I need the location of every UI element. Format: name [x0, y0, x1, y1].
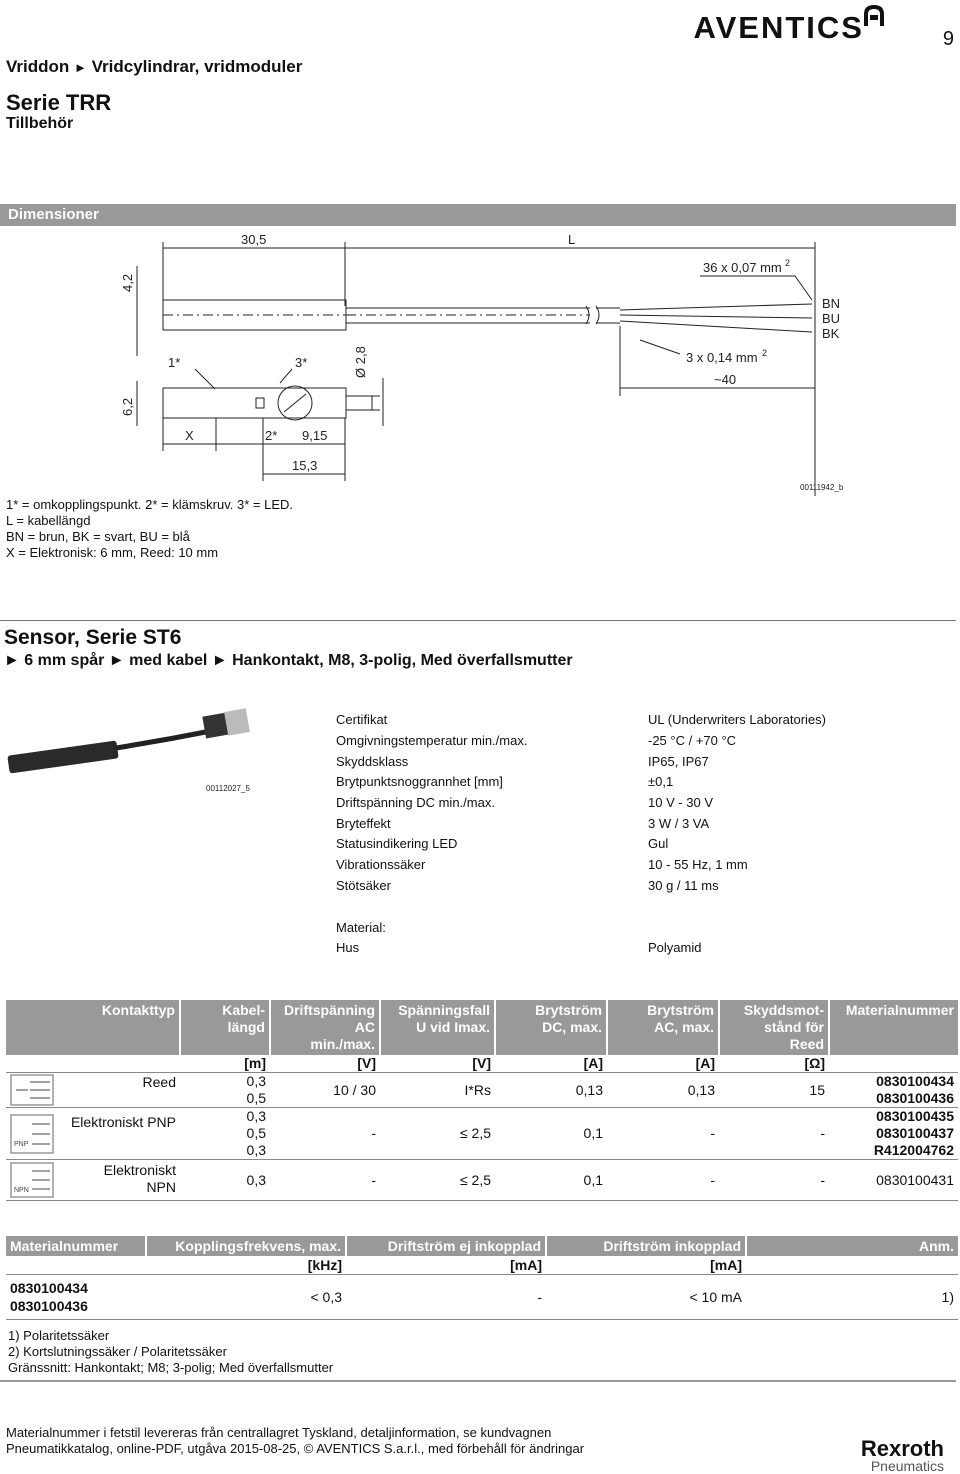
product-path	[4, 652, 573, 670]
path-item[interactable]: 6 mm spår	[24, 652, 105, 669]
cell: -	[719, 1160, 829, 1201]
col-header: Materialnummer	[829, 1000, 958, 1055]
cell: -	[270, 1160, 380, 1201]
spec-value: 10 V - 30 V	[648, 795, 714, 810]
unit: [A]	[495, 1055, 607, 1073]
cell: 0,3	[246, 1108, 266, 1124]
cell: 0,1	[495, 1108, 607, 1160]
breadcrumb	[6, 57, 302, 77]
cell: ≤ 2,5	[380, 1160, 495, 1201]
cell: < 10 mA	[546, 1275, 746, 1320]
unit: [m]	[180, 1055, 270, 1073]
dim-6-2: 6,2	[120, 397, 135, 416]
footer-line: Materialnummer i fetstil levereras från centrallagret Tyskland, detaljinformation, se kundvagnen	[6, 1425, 552, 1440]
col-header: Kopplingsfrekvens, max.	[146, 1236, 346, 1256]
arrow-icon: ►	[74, 60, 87, 75]
dim-L: L	[568, 232, 576, 247]
spec-label: Certifikat	[336, 712, 388, 727]
product-title: Sensor, Serie ST6	[4, 626, 182, 649]
col-header: Materialnummer	[6, 1236, 146, 1256]
aventics-logo-mark-icon	[862, 4, 886, 30]
aventics-logo: AVENTICS	[693, 10, 864, 45]
dim-40: ~40	[714, 372, 737, 387]
col-header: Driftström inkopplad	[546, 1236, 746, 1256]
spec-label: Bryteffekt	[336, 816, 391, 831]
path-item[interactable]: Hankontakt, M8, 3-polig, Med överfallsmutter	[232, 652, 573, 669]
spec-value: IP65, IP67	[648, 754, 709, 769]
spec-label: Skyddsklass	[336, 754, 409, 769]
page-title: Serie TRR	[6, 90, 112, 115]
part-number[interactable]: 0830100431	[829, 1160, 958, 1201]
table-row	[6, 1160, 958, 1201]
unit: [V]	[270, 1055, 380, 1073]
col-header: Anm.	[746, 1236, 958, 1256]
spec-value: UL (Underwriters Laboratories)	[648, 712, 826, 727]
note-line: L = kabellängd	[6, 513, 91, 528]
dim-diameter: Ø 2,8	[353, 346, 368, 378]
breadcrumb-1[interactable]: Vriddon	[6, 57, 70, 76]
cell: < 0,3	[146, 1275, 346, 1320]
dim-X: X	[185, 428, 194, 443]
col-header: Driftström ej inkopplad	[346, 1236, 546, 1256]
part-number[interactable]: 0830100437	[876, 1125, 954, 1141]
wire-spec-36-sup: 2	[785, 258, 791, 268]
rexroth-logo: Rexroth	[860, 1436, 944, 1461]
cell: 0,13	[495, 1073, 607, 1108]
part-number[interactable]: 0830100434	[876, 1073, 954, 1089]
cell: 0,5	[180, 1090, 270, 1108]
wire-spec-3: 3 x 0,14 mm	[686, 350, 758, 365]
section-header-dimensions: Dimensioner	[0, 204, 956, 226]
page-number: 9	[942, 28, 954, 50]
contact-type: NPN	[146, 1179, 176, 1195]
sensor-table	[6, 1000, 958, 1201]
wire-BN: BN	[822, 296, 841, 311]
dimension-drawing	[0, 226, 960, 496]
footnotes	[8, 1328, 333, 1376]
label-3: 3*	[295, 355, 308, 370]
reed-symbol-icon	[10, 1074, 54, 1106]
col-header: Brytström DC, max.	[495, 1000, 607, 1055]
part-number[interactable]: 0830100435	[876, 1108, 954, 1124]
footnote: Gränssnitt: Hankontakt; M8; 3-polig; Med överfallsmutter	[8, 1360, 334, 1375]
breadcrumb-2[interactable]: Vridcylindrar, vridmoduler	[91, 57, 303, 76]
cell: 0,3	[180, 1142, 270, 1160]
footer-line: Pneumatikkatalog, online-PDF, utgåva 2015-08-25, © AVENTICS S.a.r.l., med förbehåll för ändringar	[6, 1441, 585, 1456]
dim-15-3: 15,3	[292, 458, 318, 473]
cell: 1)	[746, 1275, 958, 1320]
spec-label: Vibrationssäker	[336, 857, 426, 872]
unit: [mA]	[346, 1256, 546, 1275]
cell: 15	[719, 1073, 829, 1108]
divider	[0, 1380, 956, 1382]
contact-type: Reed	[142, 1074, 176, 1090]
wire-spec-36: 36 x 0,07 mm	[703, 260, 782, 275]
unit: [mA]	[546, 1256, 746, 1275]
cell: -	[270, 1108, 380, 1160]
cell: ≤ 2,5	[380, 1108, 495, 1160]
pnp-symbol-icon	[10, 1114, 54, 1154]
footnote: 1) Polaritetssäker	[8, 1328, 110, 1343]
unit: [kHz]	[146, 1256, 346, 1275]
col-header: Kontakttyp	[6, 1000, 180, 1055]
spec-value: 10 - 55 Hz, 1 mm	[648, 857, 748, 872]
part-number[interactable]: R412004762	[829, 1142, 958, 1160]
part-number[interactable]: 0830100436	[6, 1297, 146, 1320]
wire-BU: BU	[822, 311, 841, 326]
material-value: Polyamid	[648, 940, 702, 955]
unit: [Ω]	[719, 1055, 829, 1073]
cell: 0,3	[246, 1073, 266, 1089]
part-number[interactable]: 0830100436	[829, 1090, 958, 1108]
current-table	[6, 1236, 958, 1320]
dim-4-2: 4,2	[120, 273, 135, 292]
spec-label: Stötsäker	[336, 878, 391, 893]
cell: I*Rs	[380, 1073, 495, 1108]
material-label: Hus	[336, 940, 360, 955]
cell: -	[346, 1275, 546, 1320]
wire-spec-3-sup: 2	[762, 348, 768, 358]
contact-type: Elektroniskt	[103, 1162, 176, 1178]
cell: 0,3	[180, 1160, 270, 1201]
col-header: Brytström AC, max.	[607, 1000, 719, 1055]
label-2: 2*	[265, 428, 278, 443]
cell: -	[607, 1108, 719, 1160]
path-item[interactable]: med kabel	[129, 652, 208, 669]
svg-text:NPN: NPN	[14, 1187, 29, 1194]
cell: -	[607, 1160, 719, 1201]
spec-value: 30 g / 11 ms	[648, 878, 719, 893]
dimension-notes	[6, 497, 293, 561]
unit: [A]	[607, 1055, 719, 1073]
dim-9-15: 9,15	[302, 428, 328, 443]
label-1: 1*	[168, 355, 181, 370]
svg-text:PNP: PNP	[14, 1140, 29, 1148]
arrow-icon: ►	[4, 652, 20, 669]
table-row	[6, 1108, 958, 1126]
product-photo	[6, 700, 326, 810]
cell: -	[719, 1108, 829, 1160]
dim-30-5: 30,5	[241, 232, 267, 247]
arrow-icon: ►	[211, 652, 228, 669]
spec-label: Omgivningstemperatur min./max.	[336, 733, 528, 748]
spec-label: Driftspänning DC min./max.	[336, 795, 495, 810]
spec-label: Statusindikering LED	[336, 836, 458, 851]
cell: 10 / 30	[270, 1073, 380, 1108]
table-row	[6, 1073, 958, 1091]
note-line: X = Elektronisk: 6 mm, Reed: 10 mm	[6, 545, 219, 560]
note-line: BN = brun, BK = svart, BU = blå	[6, 529, 190, 544]
rexroth-subtitle: Pneumatics	[870, 1458, 944, 1474]
part-number[interactable]: 0830100434	[10, 1280, 88, 1296]
col-header: Kabel- längd	[180, 1000, 270, 1055]
cell: 0,1	[495, 1160, 607, 1201]
spec-value: 3 W / 3 VA	[648, 816, 710, 831]
cell: 0,5	[246, 1125, 266, 1141]
footnote: 2) Kortslutningssäker / Polaritetssäker	[8, 1344, 227, 1359]
spec-value: ±0,1	[648, 774, 674, 789]
arrow-icon: ►	[108, 652, 125, 669]
material-heading: Material:	[336, 920, 386, 935]
divider	[0, 620, 956, 621]
col-header: Driftspänning AC min./max.	[270, 1000, 380, 1055]
note-line: 1* = omkopplingspunkt. 2* = klämskruv. 3* = LED.	[6, 497, 293, 512]
col-header: Spänningsfall U vid Imax.	[380, 1000, 495, 1055]
spec-value: Gul	[648, 836, 669, 851]
npn-symbol-icon	[10, 1162, 54, 1198]
page-subtitle: Tillbehör	[6, 115, 74, 132]
col-header: Skyddsmot- stånd för Reed	[719, 1000, 829, 1055]
contact-type: Elektroniskt PNP	[70, 1113, 176, 1130]
cell: 0,13	[607, 1073, 719, 1108]
image-code-dimensions: 00111942_b	[800, 483, 844, 492]
spec-label: Brytpunktsnoggrannhet [mm]	[336, 774, 503, 789]
table-row	[6, 1275, 958, 1298]
wire-BK: BK	[822, 326, 840, 341]
spec-value: -25 °C / +70 °C	[648, 733, 737, 748]
page-footer	[6, 1425, 584, 1457]
image-code-photo: 00112027_5	[206, 784, 250, 793]
unit: [V]	[380, 1055, 495, 1073]
